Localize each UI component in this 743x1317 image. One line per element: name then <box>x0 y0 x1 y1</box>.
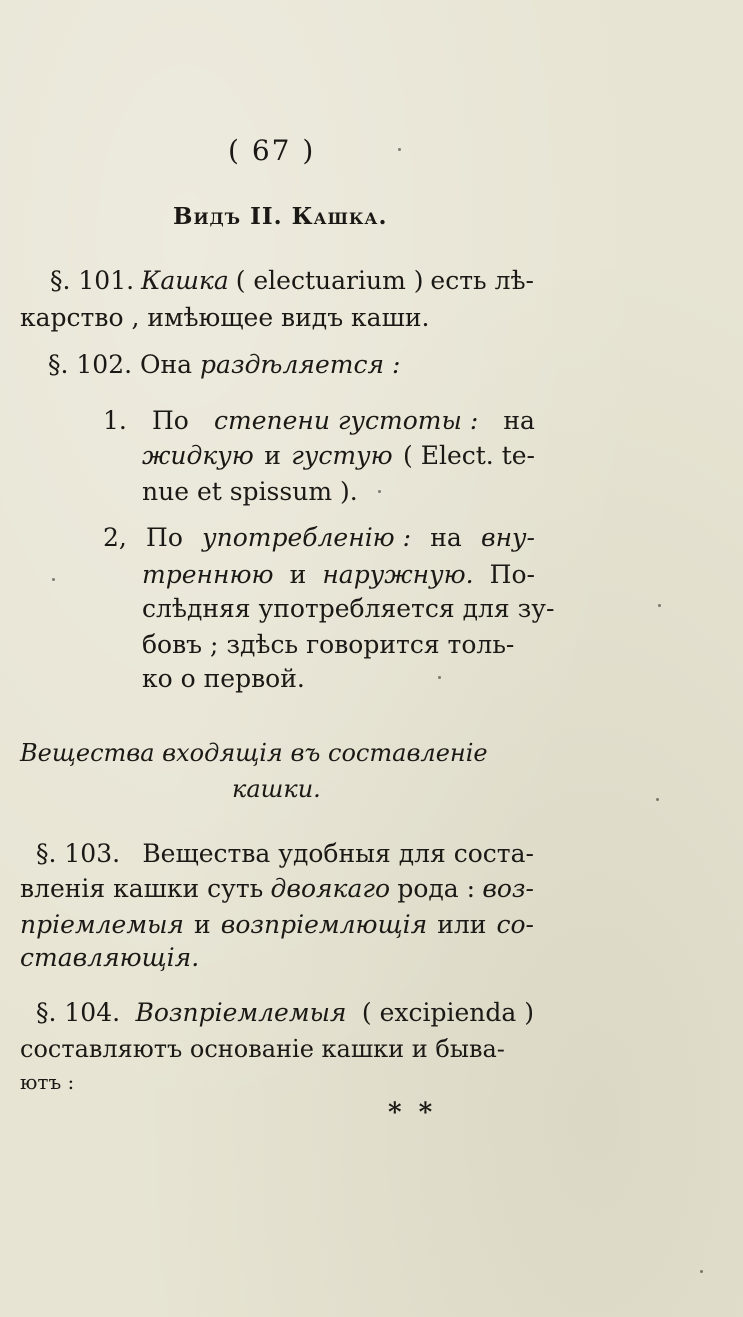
text-fragment: или <box>437 910 487 939</box>
term-vozpriemlemyya-start: воз- <box>482 874 534 903</box>
paragraph-102 <box>48 352 400 377</box>
paragraph-number: §. 103. <box>36 839 121 868</box>
term-naruzhnuyu: наружную. <box>322 560 474 589</box>
text-fragment: и <box>289 560 307 589</box>
paragraph-103-line-1 <box>36 841 534 866</box>
paragraph-103-line-2 <box>20 876 534 901</box>
page-number: ( 67 ) <box>228 134 316 167</box>
item-1-line-2 <box>142 443 535 468</box>
term-stepen-gustoty: степени густоты : <box>214 406 479 435</box>
text-fragment: вленiя кашки суть <box>20 874 264 903</box>
paragraph-101-line-2: карство , имѣющее видъ каши. <box>20 303 430 332</box>
text-fragment: По <box>146 523 183 552</box>
term-vnutrennyuyu-end: треннюю <box>142 560 274 589</box>
item-2-line-5: ко о первой. <box>142 664 305 693</box>
term-vozpriemlemyya-end: прiемлемыя <box>20 910 184 939</box>
term-zhidkuyu: жидкую <box>142 441 254 470</box>
latin-term: ( excipienda ) <box>361 998 534 1027</box>
item-number: 1. <box>103 406 127 435</box>
paper-speck <box>658 604 661 607</box>
signature-mark: * * <box>388 1098 437 1128</box>
term-kashka: Кашка <box>140 266 229 295</box>
section-heading: Видъ II. Кашка. <box>173 203 388 230</box>
paragraph-103-line-3 <box>20 912 534 937</box>
item-2-line-1 <box>103 525 535 550</box>
paragraph-104-line-2: составляютъ основанiе кашки и быва- <box>20 1035 505 1063</box>
text-fragment: на <box>430 523 462 552</box>
term-sostavlyayushchiya-start: со- <box>496 910 534 939</box>
text-fragment: и <box>194 910 211 939</box>
text-fragment: рода : <box>397 874 476 903</box>
item-1-line-1 <box>103 408 535 433</box>
paper-speck <box>656 798 659 801</box>
text-fragment: По- <box>489 560 535 589</box>
term-dvoyakago: двоякаго <box>270 874 391 903</box>
term-upotrebleniyu: употребленiю : <box>202 523 412 552</box>
paragraph-104-line-3: ютъ : <box>20 1070 75 1094</box>
term-vnutrennyuyu-start: вну- <box>481 523 535 552</box>
item-2-line-4: бовъ ; здѣсь говорится толь- <box>142 630 515 659</box>
text-fragment: и <box>264 441 281 470</box>
latin-term: ( Elect. te- <box>403 441 535 470</box>
text-fragment: По <box>152 406 189 435</box>
paper-speck <box>378 490 381 493</box>
subheading-line-1: Вещества входящiя въ составленiе <box>20 739 488 767</box>
term-vozpriemlemyya: Возпрiемлемыя <box>135 998 347 1027</box>
paragraph-103-line-4: ставляющiя. <box>20 943 200 972</box>
term-vozpriemlyushchiya: возпрiемлющiя <box>220 910 428 939</box>
term-razdelyaetsya: раздѣляется : <box>200 350 401 379</box>
latin-term: ( electuarium ) <box>235 266 424 295</box>
paragraph-number: §. 104. <box>36 998 121 1027</box>
paper-speck <box>52 578 55 581</box>
paragraph-104-line-1 <box>36 1000 534 1025</box>
paragraph-number: §. 101. <box>50 266 135 295</box>
item-2-line-3: слѣдняя употребляется для зу- <box>142 594 555 623</box>
paragraph-number: §. 102. <box>48 350 133 379</box>
paper-speck <box>398 148 401 151</box>
item-number: 2, <box>103 523 127 552</box>
paper-speck <box>438 676 441 679</box>
text-fragment: Вещества удобныя для соста- <box>142 839 534 868</box>
item-1-line-3: nue et spissum ). <box>142 477 358 506</box>
text-fragment: на <box>503 406 535 435</box>
paragraph-101-line-1 <box>50 268 534 293</box>
paper-speck <box>700 1270 703 1273</box>
text-fragment: Она <box>140 350 193 379</box>
term-gustuyu: густую <box>291 441 393 470</box>
subheading-line-2: кашки. <box>232 775 321 803</box>
item-2-line-2 <box>142 562 535 587</box>
text-fragment: есть лѣ- <box>430 266 534 295</box>
